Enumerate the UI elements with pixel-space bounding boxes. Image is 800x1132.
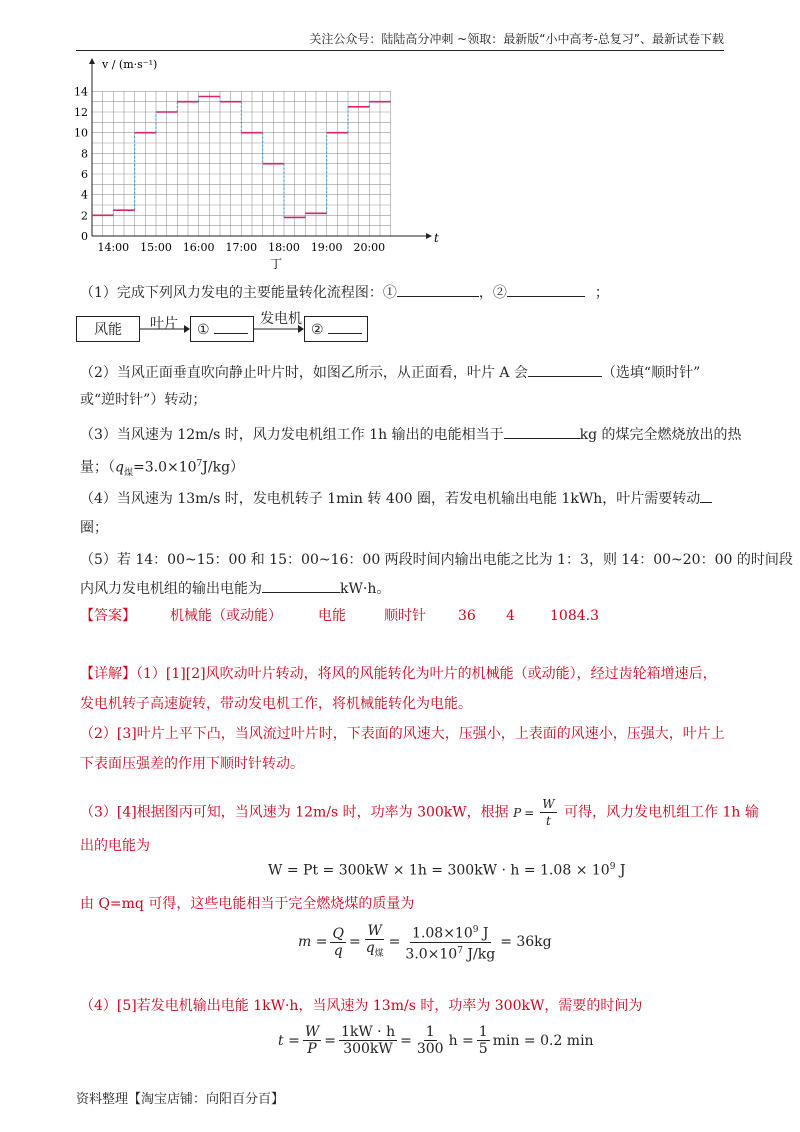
flow-box-1 [190,316,254,342]
time-eq-frac4 [477,1024,490,1057]
chart-axes [89,58,432,239]
flow-box2-blank[interactable] [214,319,248,334]
time-eq-f1n: W [304,1024,320,1040]
x-axis-arrow [426,233,432,239]
mass-eq-frac2 [364,923,386,962]
mass-eq-f3d-exp: 7 [457,945,463,956]
flow-box1-label: 风能 [94,322,122,338]
velocity-step-chart [70,56,450,276]
answer-item-4: 36 [458,608,476,624]
detail-p2-line1: （2）[3]叶片上平下凸，当风流过叶片时，下表面的风速大，压强小，上表面的风速小，压强大，叶片上 [80,726,725,742]
q1-text: （1）完成下列风力发电的主要能量转化流程图：① [80,285,397,301]
mass-eq-f3d-unit: J/kg [462,946,496,963]
q3-line2-c: J/kg） [202,459,245,476]
power-formula-eq: = [524,805,535,820]
question-1 [80,282,609,303]
mass-eq-f2d-sub: 煤 [374,948,384,959]
chart-grid [92,91,391,236]
q3-exp: 7 [196,459,203,469]
detail-p1-line1: 【详解】（1）[1][2]风吹动叶片转动，将风的风能转化为叶片的机械能（或动能），经过齿轮箱增速后， [80,666,717,682]
detail-p2-line2: 下表面压强差的作用下顺时针转动。 [80,756,304,772]
q3-line2-b: =3.0×10 [132,459,197,476]
header-text: 关注公众号：陆陆高分冲刺 ~领取：最新版“小中高考-总复习”、最新试卷下载 [309,32,724,46]
time-eq-frac1 [303,1024,321,1057]
mass-eq-f3n-unit: J [478,925,489,942]
flow-box3-label: ② [311,322,324,338]
mass-eq-f3n-wrap [410,922,491,943]
time-eq-f2d: 300kW [343,1041,393,1057]
q3-q-sub: 煤 [123,468,133,479]
x-tick-label: 16:00 [182,241,215,254]
y-tick-label: 0 [81,230,88,243]
detail-p1-line2: 发电机转子高速旋转，带动发电机工作，将机械能转化为电能。 [80,696,472,712]
flow-box-2 [304,316,368,342]
mass-eq-f3n-exp: 9 [472,925,479,935]
page-footer: 资料整理【淘宝店铺：向阳百分百】 [76,1092,285,1107]
q3-text-b: kg 的煤完全燃烧放出的热 [579,427,742,443]
mass-eq-f2d: q [365,939,375,956]
mass-eq-eq: = [348,934,361,951]
mass-eq-frac3 [403,922,497,962]
mass-eq-f2n: W [367,922,382,939]
power-formula-lhs: P [513,805,522,820]
mass-eq-f2d-wrap [364,940,386,962]
mass-eq-rhs: = 36kg [500,934,552,951]
answer-item-6: 1084.3 [550,608,599,624]
mass-eq-f1d: q [333,942,343,959]
detail-p3-line2: 出的电能为 [80,838,150,854]
answer-item-5: 4 [506,608,515,624]
question-4-line2: 圈； [80,520,108,536]
mass-eq-frac1 [330,926,345,959]
power-formula-den: t [546,814,551,828]
flow-arrow-2 [254,322,304,336]
time-eq-f2n: 1kW · h [340,1024,396,1040]
question-5-line1: （5）若 14：00~15：00 和 15：00~16：00 两段时间内输出电能之比为 1：3，则 14：00~20：00 的时间段 [80,552,793,568]
mass-eq-lhs: m = [298,934,328,951]
y-tick-label: 8 [81,147,88,161]
flow-arrow2-label: 发电机 [260,311,302,327]
y-tick-label: 12 [74,106,88,119]
detail-p3-line3: 由 Q=mq 可得，这些电能相当于完全燃烧煤的质量为 [80,896,415,912]
time-eq-f3n: 1 [425,1024,435,1040]
x-tick-label: 20:00 [353,241,386,254]
energy-equation-text: W = Pt = 300kW × 1h = 300kW · h = 1.08 × 10 [268,862,610,879]
chart-ticks [74,85,385,254]
mass-eq-f3d-wrap [403,943,497,963]
power-formula-num: W [542,797,555,811]
q4-text: （4）当风速为 13m/s 时，发电机转子 1min 转 400 圈，若发电机输出电能 1kWh，叶片需要转动 [80,491,701,507]
page-header [76,30,724,51]
question-2-line1 [80,362,700,383]
mass-eq-f3n: 1.08×10 [412,925,473,942]
question-3-line2 [80,454,244,483]
flow-box-wind-energy [76,316,140,342]
time-eq-frac2 [339,1024,397,1057]
detail-p3-text-b: 可得，风力发电机组工作 1h 输 [564,804,759,821]
x-tick-label: 18:00 [268,241,300,254]
q3-text-a: （3）当风速为 12m/s 时，风力发电机组工作 1h 输出的电能相当于 [80,427,504,443]
q3-blank[interactable] [504,424,580,439]
time-eq-unit-h: h = [448,1032,474,1049]
q2-text-a: （2）当风正面垂直吹向静止叶片时，如图乙所示，从正面看，叶片 A 会 [80,365,528,381]
q5-blank[interactable] [262,578,340,593]
x-tick-label: 15:00 [140,241,172,254]
q3-line2-a: 量；（ [80,459,115,476]
time-eq-rhs: min = 0.2 min [492,1032,594,1049]
flow-box3-blank[interactable] [328,319,362,334]
y-tick-label: 2 [81,209,88,223]
answer-item-3: 顺时针 [384,608,426,624]
question-2-line2: 或“逆时针”）转动； [80,392,207,408]
answer-item-2: 电能 [318,608,346,624]
q5-text-b: kW·h。 [340,581,391,597]
time-eq-lhs: t = [278,1032,300,1049]
x-axis-label: t [434,231,439,245]
y-axis-arrow [89,58,95,64]
detail-p4-line1: （4）[5]若发电机输出电能 1kW·h，当风速为 13m/s 时，功率为 300kW，需要的时间为 [80,998,643,1014]
x-tick-label: 17:00 [225,241,258,254]
x-tick-label: 19:00 [310,241,343,254]
chart-caption: 丁 [270,257,283,271]
power-formula-frac [540,796,556,829]
energy-equation [268,862,625,879]
detail-p3-line1 [80,796,759,829]
q2-text-b: （选填“顺时针” [601,365,701,381]
time-eq-f1d: P [307,1041,317,1057]
mass-eq-f3d: 3.0×10 [405,946,458,963]
y-tick-label: 14 [74,85,88,99]
time-equation: t = $\frac{W}{P}$ = $\frac{1kW \cdot h}{300kW}$ = $\frac{1}{300}$ h = $\frac{1}{5}$ min = 0.2 min [278,1024,594,1057]
mass-eq-f1n: Q [332,925,344,942]
detail-p3-text-a: （3）[4]根据图丙可知，当风速为 12m/s 时，功率为 300kW，根据 [80,804,509,821]
y-axis-label: v / (m·s⁻¹) [102,58,158,71]
q1-blank-1[interactable] [397,282,479,297]
q1-sep: ，② [478,285,507,301]
y-tick-label: 4 [81,188,88,202]
q3-q-var: q [115,459,124,476]
question-5-line2 [80,578,390,599]
time-eq-f4n: 1 [478,1024,488,1040]
time-eq-f3d: 300 [416,1041,444,1057]
y-tick-label: 10 [74,126,88,140]
time-eq-frac3 [415,1024,446,1057]
q5-text-a: 内风力发电机组的输出电能为 [80,581,262,597]
y-tick-label: 6 [81,168,88,181]
time-eq-f4d: 5 [478,1041,488,1057]
energy-equation-unit: J [615,862,626,879]
x-tick-label: 14:00 [97,241,130,254]
q2-blank[interactable] [528,362,602,377]
flow-box2-label: ① [197,322,210,338]
q4-blank[interactable] [700,488,712,503]
answer-label: 【答案】 [80,608,136,624]
answer-item-1: 机械能（或动能） [170,608,282,624]
q1-end: ； [594,285,609,301]
power-formula [513,796,559,829]
flow-arrow1-label: 叶片 [150,316,178,332]
energy-equation-exp: 9 [609,862,616,872]
q1-blank-2[interactable] [507,282,585,297]
flow-arrow-1 [140,322,190,336]
question-3-line1 [80,424,742,445]
question-4-line1 [80,488,712,509]
mass-equation: m = $\frac{Q}{q}$ = $\frac{W}{q_煤}$ = $\frac{1.08\times 10^9 J}{3.0\times 10^7 J/kg}$ = 36kg [298,922,552,963]
